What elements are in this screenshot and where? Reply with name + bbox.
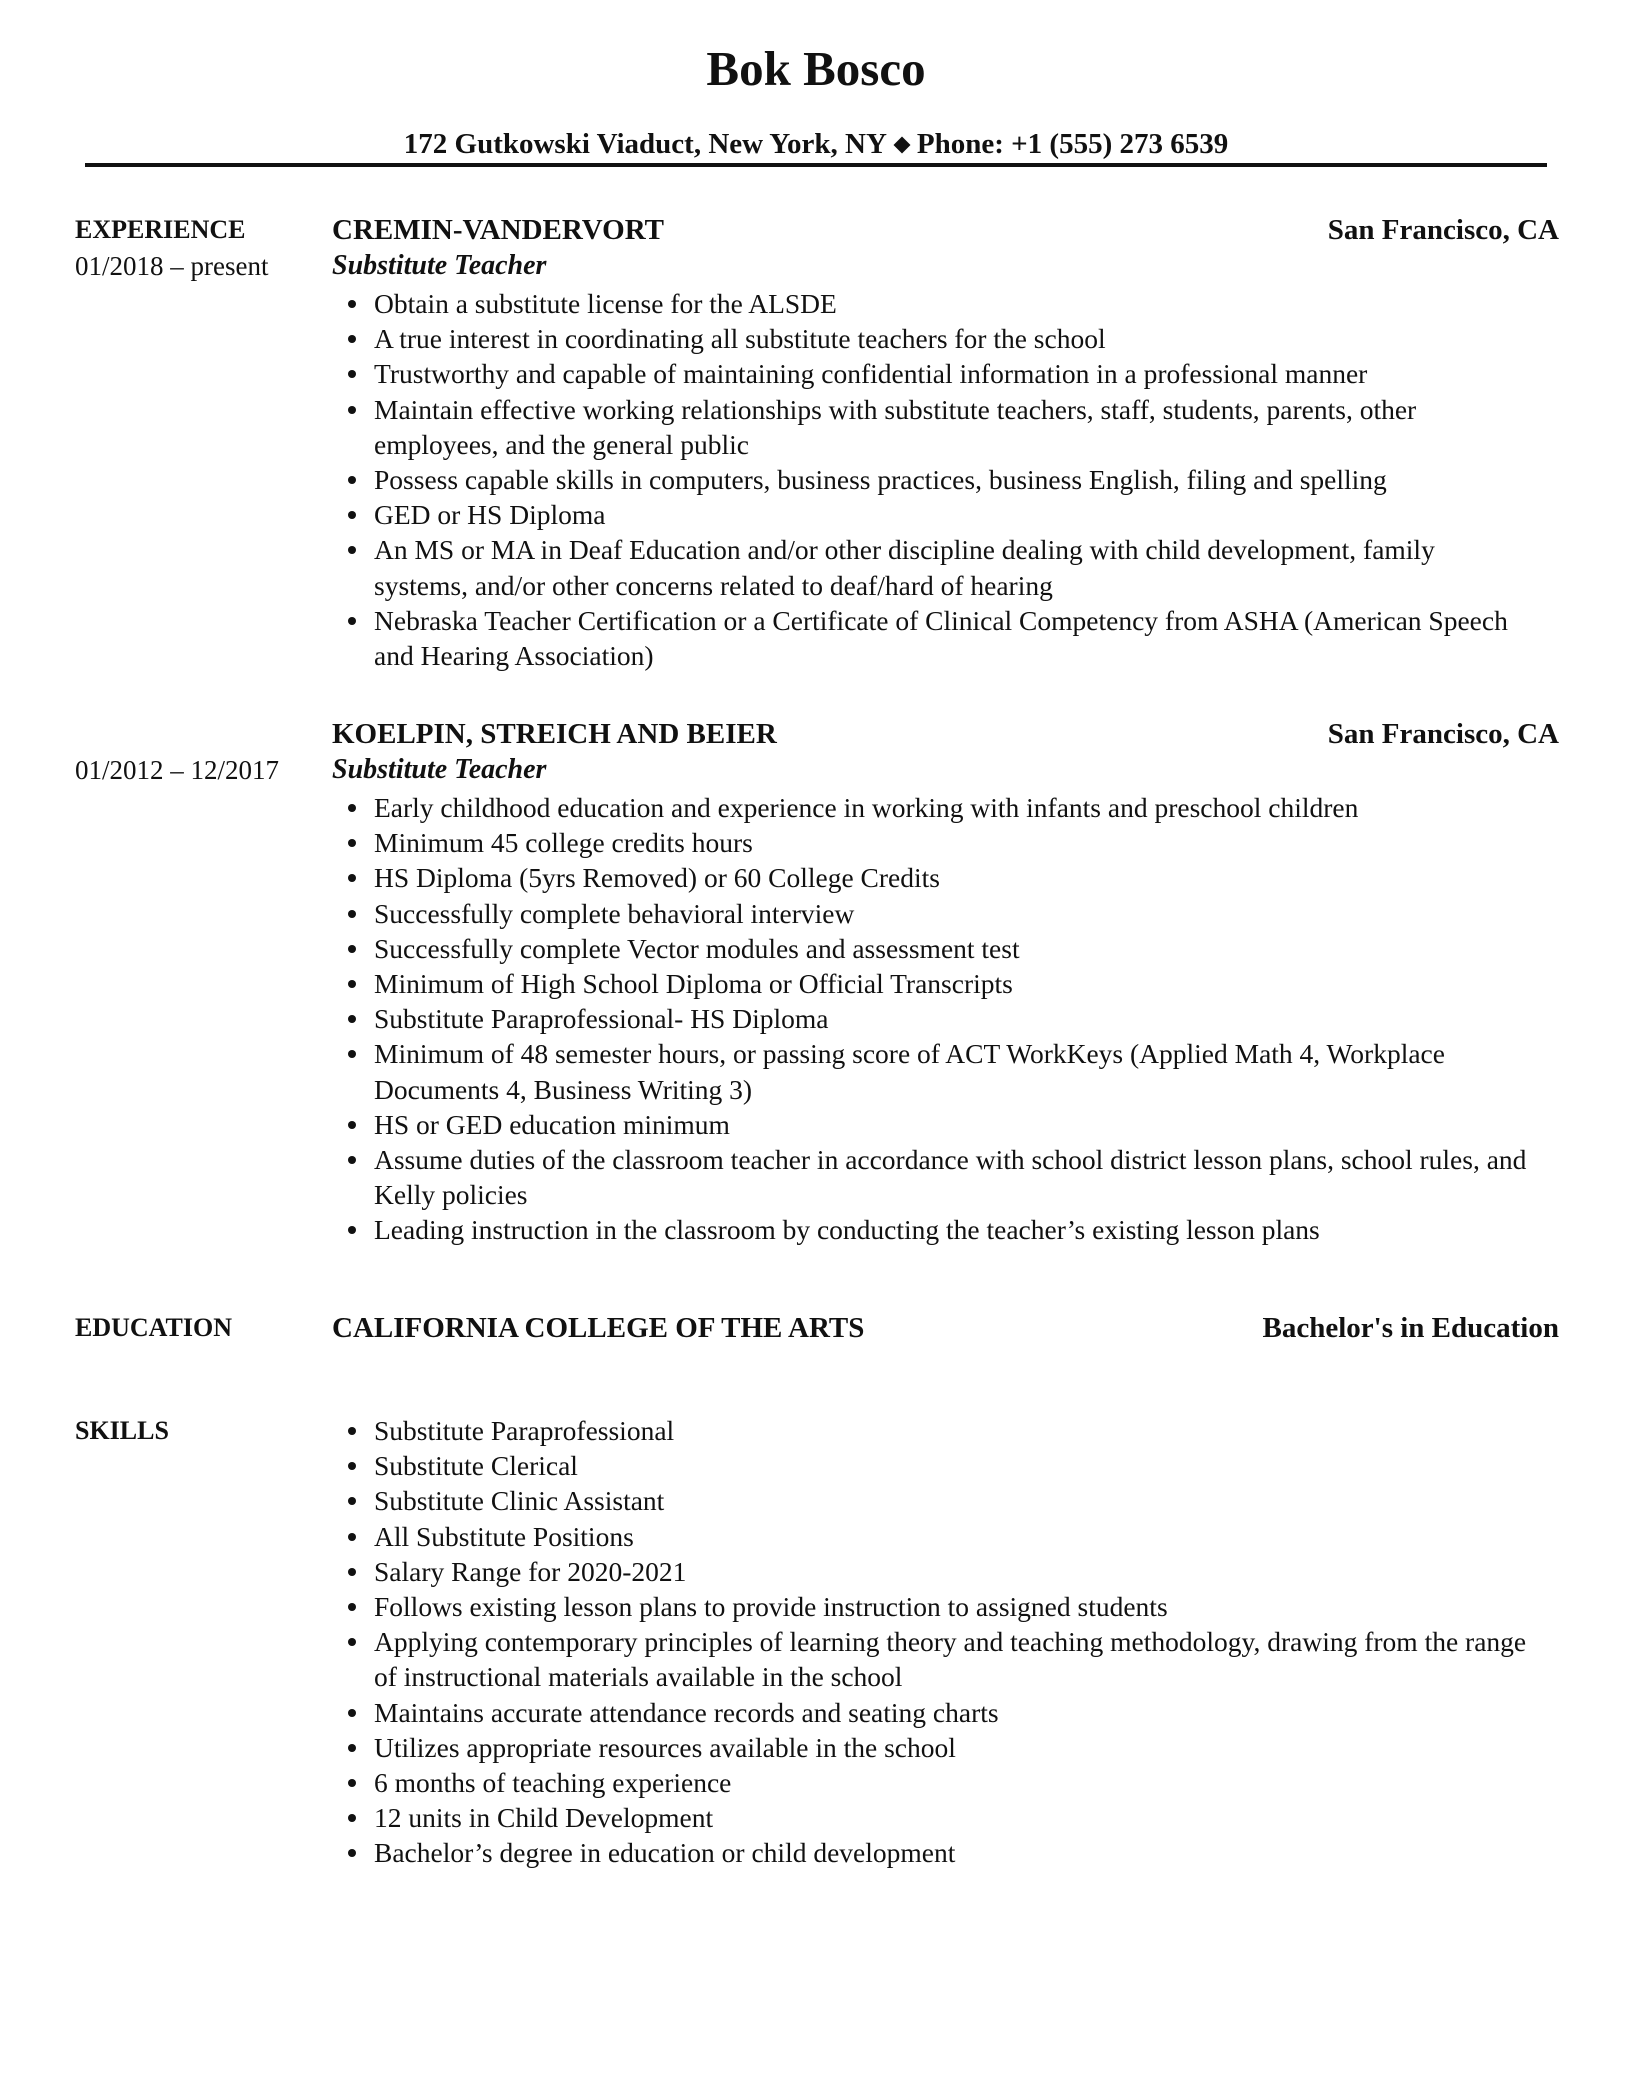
diamond-separator-icon	[893, 136, 910, 153]
bullet-icon	[348, 1015, 356, 1023]
list-item: Follows existing lesson plans to provide instruction to assigned students	[332, 1589, 1532, 1624]
list-item: Substitute Clerical	[332, 1448, 1532, 1483]
list-item: Utilizes appropriate resources available in the school	[332, 1730, 1532, 1765]
list-item: All Substitute Positions	[332, 1519, 1532, 1554]
bullet-icon	[348, 300, 356, 308]
list-item: Possess capable skills in computers, business practices, business English, filing and spelling	[332, 462, 1532, 497]
bullet-icon	[348, 1709, 356, 1717]
list-item: 6 months of teaching experience	[332, 1765, 1532, 1800]
section-label-experience: EXPERIENCE	[75, 215, 246, 244]
bullet-icon	[348, 1121, 356, 1129]
job-title: Substitute Teacher	[332, 250, 547, 281]
bullet-icon	[348, 1779, 356, 1787]
education-school: CALIFORNIA COLLEGE OF THE ARTS	[332, 1312, 865, 1344]
bullet-icon	[348, 1568, 356, 1576]
list-item: An MS or MA in Deaf Education and/or other discipline dealing with child development, family systems, and/or other concerns related to deaf/hard of hearing	[332, 532, 1532, 602]
job-dates: 01/2012 – 12/2017	[75, 755, 280, 785]
list-item: Successfully complete behavioral interview	[332, 896, 1532, 931]
list-item: Substitute Clinic Assistant	[332, 1483, 1532, 1518]
bullet-icon	[348, 335, 356, 343]
bullet-icon	[348, 1462, 356, 1470]
bullet-icon	[348, 1638, 356, 1646]
list-item: Substitute Paraprofessional- HS Diploma	[332, 1001, 1532, 1036]
bullet-icon	[348, 1226, 356, 1234]
list-item: Salary Range for 2020-2021	[332, 1554, 1532, 1589]
bullet-icon	[348, 839, 356, 847]
list-item: Successfully complete Vector modules and assessment test	[332, 931, 1532, 966]
bullet-icon	[348, 1603, 356, 1611]
list-item: Nebraska Teacher Certification or a Certificate of Clinical Competency from ASHA (American Speech and Hearing Association)	[332, 603, 1532, 673]
bullet-icon	[348, 1533, 356, 1541]
bullet-icon	[348, 910, 356, 918]
job-title: Substitute Teacher	[332, 754, 547, 785]
list-item: Applying contemporary principles of learning theory and teaching methodology, drawing from the range of instructional materials available in the school	[332, 1624, 1532, 1694]
list-item: Minimum of High School Diploma or Official Transcripts	[332, 966, 1532, 1001]
bullet-icon	[348, 511, 356, 519]
job-location: San Francisco, CA	[1327, 718, 1559, 750]
job-bullets	[332, 790, 1532, 1248]
header-divider	[85, 163, 1547, 167]
list-item: HS Diploma (5yrs Removed) or 60 College Credits	[332, 860, 1532, 895]
list-item: Substitute Paraprofessional	[332, 1413, 1532, 1448]
education-degree: Bachelor's in Education	[1262, 1312, 1559, 1344]
list-item: Trustworthy and capable of maintaining confidential information in a professional manner	[332, 356, 1532, 391]
candidate-name: Bok Bosco	[706, 41, 926, 96]
bullet-icon	[348, 1156, 356, 1164]
list-item: Bachelor’s degree in education or child development	[332, 1835, 1532, 1870]
bullet-icon	[348, 804, 356, 812]
bullet-icon	[348, 1744, 356, 1752]
bullet-icon	[348, 617, 356, 625]
list-item: Maintains accurate attendance records and seating charts	[332, 1695, 1532, 1730]
bullet-icon	[348, 406, 356, 414]
job-company: KOELPIN, STREICH AND BEIER	[332, 718, 777, 750]
list-item: GED or HS Diploma	[332, 497, 1532, 532]
list-item: Minimum 45 college credits hours	[332, 825, 1532, 860]
bullet-icon	[348, 1814, 356, 1822]
bullet-icon	[348, 874, 356, 882]
bullet-icon	[348, 1427, 356, 1435]
bullet-icon	[348, 980, 356, 988]
skills-list	[332, 1413, 1532, 1871]
section-label-education: EDUCATION	[75, 1313, 232, 1342]
bullet-icon	[348, 1497, 356, 1505]
bullet-icon	[348, 945, 356, 953]
list-item: Obtain a substitute license for the ALSDE	[332, 286, 1532, 321]
bullet-icon	[348, 1849, 356, 1857]
address: 172 Gutkowski Viaduct, New York, NY	[403, 128, 887, 160]
bullet-icon	[348, 370, 356, 378]
list-item: Maintain effective working relationships with substitute teachers, staff, students, parents, other employees, and the general public	[332, 392, 1532, 462]
list-item: Minimum of 48 semester hours, or passing score of ACT WorkKeys (Applied Math 4, Workplace Documents 4, Business Writing 3)	[332, 1036, 1532, 1106]
list-item: 12 units in Child Development	[332, 1800, 1532, 1835]
job-company: CREMIN-VANDERVORT	[332, 214, 664, 246]
job-dates: 01/2018 – present	[75, 251, 269, 281]
contact-line	[0, 126, 1632, 162]
job-bullets	[332, 286, 1532, 673]
job-location: San Francisco, CA	[1327, 214, 1559, 246]
list-item: Early childhood education and experience in working with infants and preschool children	[332, 790, 1532, 825]
bullet-icon	[348, 1050, 356, 1058]
list-item: A true interest in coordinating all substitute teachers for the school	[332, 321, 1532, 356]
list-item: HS or GED education minimum	[332, 1107, 1532, 1142]
bullet-icon	[348, 546, 356, 554]
bullet-icon	[348, 476, 356, 484]
list-item: Leading instruction in the classroom by conducting the teacher’s existing lesson plans	[332, 1212, 1532, 1247]
list-item: Assume duties of the classroom teacher in accordance with school district lesson plans, school rules, and Kelly policies	[332, 1142, 1532, 1212]
section-label-skills: SKILLS	[75, 1416, 169, 1445]
phone: Phone: +1 (555) 273 6539	[916, 128, 1229, 160]
